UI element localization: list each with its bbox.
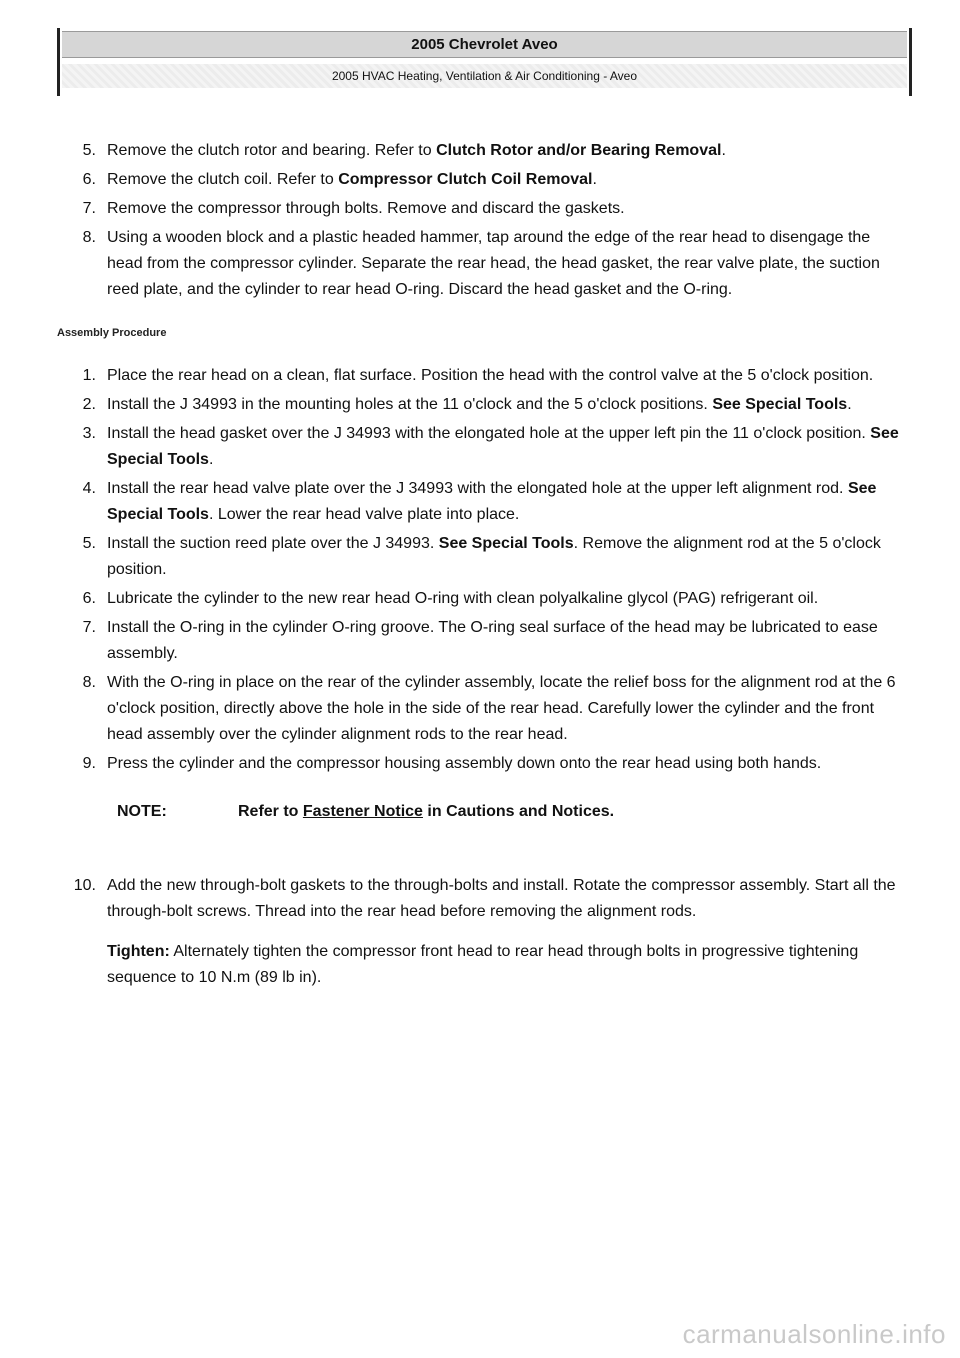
note-block xyxy=(0,799,960,851)
step-number: 4. xyxy=(82,480,96,497)
step-text: Install the suction reed plate over the J 34993. xyxy=(107,535,439,552)
step-item xyxy=(0,196,960,222)
reference-link[interactable]: See Special Tools xyxy=(107,425,899,468)
step-number: 9. xyxy=(82,755,96,772)
step-text-after: . xyxy=(847,396,852,413)
step-item xyxy=(0,586,960,612)
note-text-after: in Cautions and Notices. xyxy=(422,803,615,820)
step-text: Using a wooden block and a plastic headed hammer, tap around the edge of the rear head to disengage the head from the compressor cylinder. Separate the rear head, the head gasket, the rear valve plate, the suction reed plate, and the cylinder to rear head O-ring. Discard the head gasket and the O-ring. xyxy=(107,229,880,298)
assembly-steps xyxy=(0,363,960,777)
step-number: 8. xyxy=(82,674,96,691)
step-item xyxy=(0,531,960,583)
step-text-after: . Lower the rear head valve plate into place. xyxy=(208,506,520,523)
step-number: 3. xyxy=(82,425,96,442)
reference-link[interactable]: See Special Tools xyxy=(438,535,574,552)
removal-steps xyxy=(0,138,960,303)
step-number: 5. xyxy=(82,535,96,552)
note-text-before: Refer to xyxy=(238,803,303,820)
note-text xyxy=(238,799,708,824)
section-heading: Assembly Procedure xyxy=(57,327,167,339)
step-text: Remove the compressor through bolts. Remove and discard the gaskets. xyxy=(107,200,625,217)
step-item xyxy=(0,670,960,748)
step-number: 5. xyxy=(82,142,96,159)
step-text: Install the J 34993 in the mounting holes at the 11 o'clock and the 5 o'clock positions. xyxy=(107,396,713,413)
document-body xyxy=(0,138,960,991)
tighten-text: Alternately tighten the compressor front head to rear head through bolts in progressive tightening sequence to 10 N.m (89 lb in). xyxy=(107,943,859,986)
step-item xyxy=(0,363,960,389)
step-text: Install the O-ring in the cylinder O-ring groove. The O-ring seal surface of the head may be lubricated to ease assembly. xyxy=(107,619,878,662)
step-item xyxy=(0,225,960,303)
fastener-notice-link[interactable]: Fastener Notice xyxy=(302,803,423,820)
step-text: With the O-ring in place on the rear of the cylinder assembly, locate the relief boss for the alignment rod at the 6 o'clock position, directly above the hole in the side of the rear head. Carefully lower the cylinder and the front head assembly over the cylinder alignment rods to the rear head. xyxy=(107,674,896,743)
step-text: Install the rear head valve plate over the J 34993 with the elongated hole at the upper left alignment rod. xyxy=(107,480,848,497)
page-title: 2005 Chevrolet Aveo xyxy=(62,31,907,58)
tighten-spec xyxy=(107,939,960,991)
reference-link[interactable]: See Special Tools xyxy=(712,396,848,413)
tighten-label: Tighten: xyxy=(107,943,170,960)
step-number: 10. xyxy=(73,877,96,894)
step-text: Install the head gasket over the J 34993 with the elongated hole at the upper left pin the 11 o'clock position. xyxy=(107,425,871,442)
note-label: NOTE: xyxy=(117,803,167,820)
reference-link[interactable]: See Special Tools xyxy=(107,480,877,523)
step-number: 6. xyxy=(82,590,96,607)
watermark: carmanualsonline.info xyxy=(682,1319,946,1349)
step-text-after: . xyxy=(208,451,214,468)
step-text: Add the new through-bolt gaskets to the through-bolts and install. Rotate the compressor assembly. Start all the through-bolt screws. Thread into the rear head before removing the alignment rods. xyxy=(107,877,896,920)
reference-link[interactable]: Clutch Rotor and/or Bearing Removal xyxy=(436,142,722,159)
step-item xyxy=(0,138,960,164)
step-text: Lubricate the cylinder to the new rear head O-ring with clean polyalkaline glycol (PAG) refrigerant oil. xyxy=(107,590,819,607)
step-text: Press the cylinder and the compressor housing assembly down onto the rear head using both hands. xyxy=(107,755,822,772)
step-text-after: . Remove the alignment rod at the 5 o'clock position. xyxy=(107,535,881,578)
step-number: 1. xyxy=(82,367,96,384)
step-item xyxy=(0,421,960,473)
step-number: 6. xyxy=(82,171,96,188)
step-item xyxy=(0,392,960,418)
step-item xyxy=(0,167,960,193)
reference-link[interactable]: Compressor Clutch Coil Removal xyxy=(338,171,593,188)
step-text: Remove the clutch rotor and bearing. Refer to xyxy=(107,142,437,159)
step-number: 7. xyxy=(82,619,96,636)
step-text-after: . xyxy=(592,171,597,188)
step-number: 2. xyxy=(82,396,96,413)
step-item xyxy=(0,751,960,777)
page-subtitle: 2005 HVAC Heating, Ventilation & Air Conditioning - Aveo xyxy=(62,64,907,88)
step-item xyxy=(0,476,960,528)
step-item xyxy=(0,615,960,667)
step-number: 8. xyxy=(82,229,96,246)
step-number: 7. xyxy=(82,200,96,217)
step-text: Remove the clutch coil. Refer to xyxy=(107,171,339,188)
step-text-after: . xyxy=(721,142,726,159)
step-text: Place the rear head on a clean, flat surface. Position the head with the control valve at the 5 o'clock position. xyxy=(107,367,874,384)
page-header xyxy=(57,28,912,96)
step-10 xyxy=(0,873,960,925)
